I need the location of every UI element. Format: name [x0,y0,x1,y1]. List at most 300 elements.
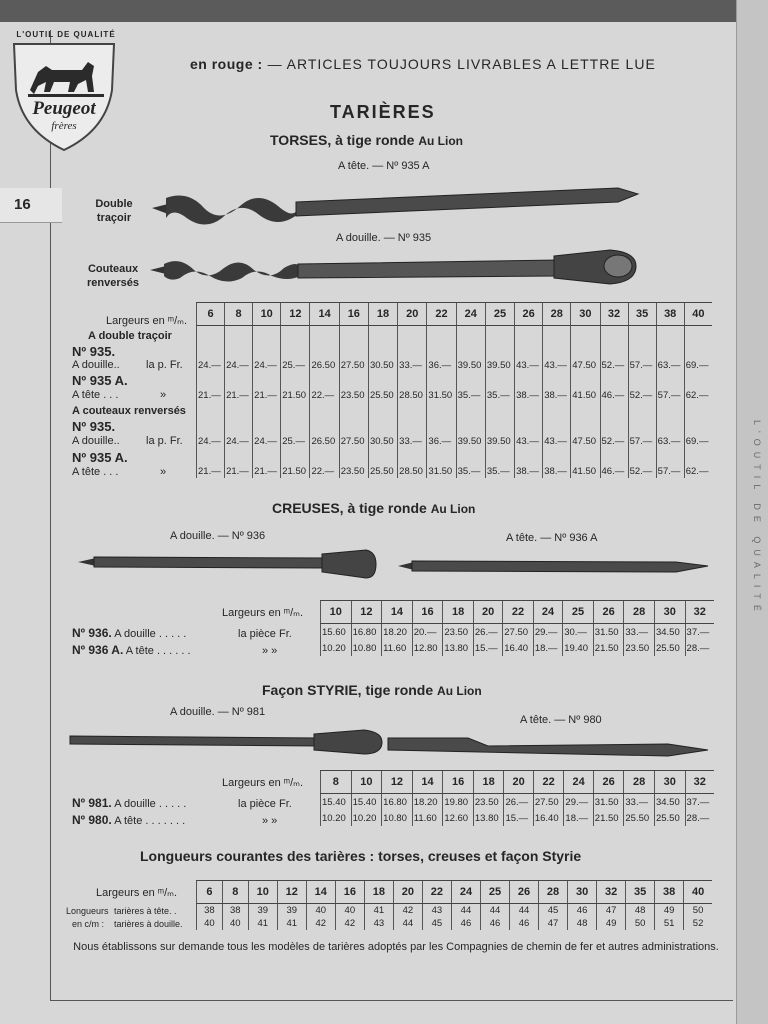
price-cell: 12.80 [412,640,443,656]
styrie-illustrations [68,724,716,760]
length-cell: 49 [655,904,684,918]
price-cell: 69.— [684,358,712,372]
spacer-cell [628,448,656,464]
width-header-cell: 6 [197,303,225,326]
t3-r1-label: Nº 981. A douille . . . . . [72,796,187,810]
t2-r1-label: Nº 936. A douille . . . . . [72,626,187,640]
price-cell: 62.— [684,464,712,478]
length-cell: 39 [248,904,277,918]
spacer-cell [628,326,656,359]
price-cell: 69.— [684,434,712,448]
table-row [321,640,715,656]
length-cell: 49 [597,917,626,930]
width-header-cell: 24 [564,771,593,794]
spacer-cell [398,448,427,464]
spacer-cell [543,326,571,359]
length-cell: 46 [451,917,480,930]
spacer-cell [656,326,684,359]
t1-widths-label: Largeurs en ᵐ/ₘ. [106,315,188,327]
length-cell: 41 [364,904,393,918]
styrie-price-table [320,770,714,826]
width-header-cell: 16 [339,303,368,326]
price-cell: 34.50 [654,624,685,641]
price-cell: 23.50 [339,388,368,402]
spacer-cell [571,448,600,464]
table-header-row [197,303,713,326]
legend-text: — ARTICLES TOUJOURS LIVRABLES A LETTRE LUE [267,56,656,72]
t3-widths-label: Largeurs en ᵐ/ₘ. [222,777,304,789]
t4-r1-label: tarières à tête. . [114,906,177,916]
width-header-cell: 30 [571,303,600,326]
spacer-cell [398,402,427,434]
spacer-cell [600,402,628,434]
width-header-cell: 32 [600,303,628,326]
price-cell: 25.50 [654,640,685,656]
spacer-cell [339,448,368,464]
spacer-row [197,402,713,434]
price-cell: 46.— [600,388,628,402]
t1-g1-r1-unit: la p. Fr. [146,359,183,371]
price-cell: 21.50 [281,464,310,478]
spacer-cell [253,402,281,434]
price-cell: 38.— [515,464,543,478]
width-header-cell: 16 [412,601,443,624]
price-cell: 10.80 [382,810,413,826]
length-cell: 42 [393,904,422,918]
page-number-tab [0,188,62,223]
auger-936a-icon [398,561,708,572]
length-cell: 48 [568,917,597,930]
width-header-cell: 28 [539,881,568,904]
length-cell: 38 [197,904,223,918]
t3-r2-label: Nº 980. A tête . . . . . . . [72,813,186,827]
width-header-cell: 20 [393,881,422,904]
price-cell: 20.— [412,624,443,641]
spacer-cell [485,326,514,359]
width-header-cell: 22 [427,303,456,326]
length-cell: 42 [335,917,364,930]
width-header-cell: 30 [568,881,597,904]
logo-motto: L'OUTIL DE QUALITÉ [16,30,116,39]
spacer-cell [197,326,225,359]
width-header-cell: 12 [281,303,310,326]
price-cell: 27.50 [339,434,368,448]
logo-brand: Peugeot [32,98,96,119]
length-cell: 47 [539,917,568,930]
price-cell: 43.— [543,434,571,448]
section3-title: Façon STYRIE, tige ronde Au Lion [262,682,482,698]
price-cell: 46.— [600,464,628,478]
t3-r1-unit: la pièce Fr. [238,798,292,810]
width-header-cell: 35 [626,881,655,904]
t3-r2-unit: » » [262,815,278,827]
spacer-cell [339,326,368,359]
price-cell: 63.— [656,434,684,448]
price-cell: 11.60 [412,810,443,826]
length-cell: 46 [510,917,539,930]
price-cell: 27.50 [533,794,564,811]
spacer-cell [543,448,571,464]
price-cell: 26.50 [310,358,339,372]
price-cell: 30.— [563,624,594,641]
width-header-cell: 24 [451,881,480,904]
spacer-cell [281,402,310,434]
price-cell: 18.— [564,810,593,826]
length-cell: 47 [597,904,626,918]
t1-group2-title: A couteaux renversés [72,405,186,417]
price-cell: 23.50 [339,464,368,478]
spacer-row [197,372,713,388]
spacer-cell [456,372,485,388]
width-header-cell: 26 [515,303,543,326]
price-cell: 33.— [624,794,655,811]
width-header-cell: 30 [654,771,685,794]
price-cell: 43.— [515,434,543,448]
spacer-cell [368,402,397,434]
spacer-cell [684,326,712,359]
spacer-cell [515,402,543,434]
header-legend [190,56,656,72]
page-number: 16 [14,196,31,213]
spacer-cell [656,372,684,388]
width-header-cell: 8 [225,303,253,326]
t4-row-label-unit: en c/m : [72,919,105,929]
width-header-cell: 32 [685,601,714,624]
t1-group1-title: A double traçoir [88,330,172,342]
table-row [197,917,713,930]
spacer-cell [427,402,456,434]
price-cell: 24.— [197,358,225,372]
width-header-cell: 8 [321,771,352,794]
length-cell: 40 [306,904,335,918]
width-header-cell: 6 [197,881,223,904]
price-cell: 27.50 [503,624,534,641]
width-header-cell: 18 [364,881,393,904]
spacer-cell [339,402,368,434]
auger-935a-icon [152,188,638,225]
price-cell: 15.40 [351,794,382,811]
width-header-cell: 26 [510,881,539,904]
price-cell: 35.— [456,464,485,478]
width-header-cell: 18 [443,601,474,624]
t2-r2-unit: » » [262,645,278,657]
price-cell: 38.— [543,464,571,478]
table-row [197,388,713,402]
price-cell: 36.— [427,358,456,372]
price-cell: 36.— [427,434,456,448]
price-cell: 63.— [656,358,684,372]
spacer-cell [456,402,485,434]
price-cell: 35.— [485,464,514,478]
price-cell: 23.50 [473,794,504,811]
spacer-cell [515,372,543,388]
spacer-cell [684,372,712,388]
price-cell: 38.— [515,388,543,402]
width-header-cell: 24 [456,303,485,326]
price-cell: 24.— [225,434,253,448]
price-cell: 18.— [533,640,562,656]
t2-widths-label: Largeurs en ᵐ/ₘ. [222,607,304,619]
spacer-cell [485,402,514,434]
t1-g1-r2-desc: A tête . . . [72,389,119,401]
width-header-cell: 14 [382,601,413,624]
price-cell: 15.— [504,810,533,826]
spacer-cell [600,372,628,388]
t1-g1-r1-desc: A douille.. [72,359,120,371]
spacer-cell [456,448,485,464]
width-header-cell: 10 [248,881,277,904]
length-cell: 43 [422,904,451,918]
price-cell: 16.40 [533,810,564,826]
price-cell: 33.— [398,434,427,448]
spacer-cell [515,448,543,464]
width-header-cell: 35 [628,303,656,326]
width-header-cell: 25 [485,303,514,326]
spacer-cell [281,326,310,359]
spacer-cell [197,372,225,388]
width-header-cell: 25 [480,881,509,904]
width-header-cell: 32 [685,771,714,794]
price-cell: 43.— [543,358,571,372]
price-cell: 25.50 [368,388,397,402]
spacer-cell [339,372,368,388]
table-row [197,358,713,372]
spacer-cell [427,448,456,464]
spine-text: L'OUTIL DE QUALITÉ [752,420,762,617]
auger-980-icon [388,738,708,756]
price-cell: 16.80 [351,624,382,641]
price-cell: 35.— [456,388,485,402]
table-row [321,810,715,826]
price-cell: 21.— [197,388,225,402]
length-cell: 39 [277,904,306,918]
width-header-cell: 38 [656,303,684,326]
table-row [197,904,713,918]
width-header-cell: 24 [533,601,562,624]
length-cell: 40 [222,917,248,930]
spacer-cell [368,448,397,464]
price-cell: 31.50 [427,388,456,402]
width-header-cell: 20 [473,601,502,624]
length-cell: 50 [626,917,655,930]
table-header-row [197,881,713,904]
legend-prefix: en rouge : [190,56,263,72]
length-cell: 41 [277,917,306,930]
price-cell: 39.50 [456,358,485,372]
logo-sub: frères [51,120,77,132]
price-cell: 21.50 [593,640,624,656]
spacer-cell [368,372,397,388]
price-cell: 25.50 [654,810,685,826]
t1-g2-r2-ref: Nº 935 A. [72,450,128,465]
price-cell: 31.50 [593,794,624,811]
spacer-cell [253,326,281,359]
price-cell: 27.50 [339,358,368,372]
price-cell: 21.50 [281,388,310,402]
price-cell: 43.— [515,358,543,372]
price-cell: 25.50 [368,464,397,478]
width-header-cell: 40 [684,881,712,904]
length-cell: 46 [568,904,597,918]
width-header-cell: 25 [563,601,594,624]
spacer-cell [656,402,684,434]
spacer-cell [515,326,543,359]
spacer-row [197,326,713,359]
t2-r2-label: Nº 936 A. A tête . . . . . . [72,643,191,657]
price-cell: 39.50 [485,358,514,372]
width-header-cell: 38 [655,881,684,904]
spacer-cell [253,372,281,388]
section-title: TARIÈRES [330,102,436,122]
auger-981-icon [70,730,382,754]
price-cell: 25.50 [624,810,655,826]
price-cell: 34.50 [654,794,685,811]
price-cell: 47.50 [571,358,600,372]
t4-row-label-main: Longueurs [66,906,109,916]
width-header-cell: 18 [368,303,397,326]
spacer-cell [225,402,253,434]
price-cell: 28.— [685,810,714,826]
price-cell: 57.— [628,434,656,448]
spacer-cell [310,372,339,388]
price-cell: 62.— [684,388,712,402]
t1-g1-r1-ref: Nº 935. [72,344,116,359]
peugeot-logo [8,30,120,154]
t4-r2-label: tarières à douille. [114,919,183,929]
spacer-cell [368,326,397,359]
section1-subtitle: TORSES, à tige ronde Au Lion [270,132,463,148]
spacer-cell [456,326,485,359]
length-cell: 38 [222,904,248,918]
caption-935a: A tête. — Nº 935 A [338,160,430,172]
spacer-cell [543,372,571,388]
price-cell: 13.80 [443,640,474,656]
width-header-cell: 12 [277,881,306,904]
torses-price-table [196,302,712,478]
width-header-cell: 12 [351,601,382,624]
width-header-cell: 14 [306,881,335,904]
price-cell: 41.50 [571,388,600,402]
length-cell: 42 [306,917,335,930]
table-row [197,464,713,478]
spacer-cell [398,372,427,388]
footer-note: Nous établissons sur demande tous les modèles de tarières adoptés par les Compagnies de chemin de fer et autres administrations. [73,941,719,953]
price-cell: 21.— [253,388,281,402]
price-cell: 12.60 [443,810,474,826]
spacer-cell [571,402,600,434]
price-cell: 24.— [253,434,281,448]
price-cell: 30.50 [368,434,397,448]
caption-935: A douille. — Nº 935 [336,232,432,244]
spacer-cell [656,448,684,464]
table-header-row [321,771,715,794]
caption-981: A douille. — Nº 981 [170,706,266,718]
price-cell: 52.— [600,434,628,448]
section4-title: Longueurs courantes des tarières : torses, creuses et façon Styrie [140,848,582,864]
spacer-cell [485,372,514,388]
width-header-cell: 28 [543,303,571,326]
price-cell: 57.— [656,388,684,402]
price-cell: 19.80 [443,794,474,811]
price-cell: 31.50 [593,624,624,641]
spacer-cell [281,372,310,388]
price-cell: 15.— [473,640,502,656]
table-header-row [321,601,715,624]
length-cell: 41 [248,917,277,930]
price-cell: 26.— [473,624,502,641]
width-header-cell: 28 [624,601,655,624]
price-cell: 31.50 [427,464,456,478]
spacer-cell [485,448,514,464]
price-cell: 21.— [197,464,225,478]
price-cell: 10.20 [321,640,352,656]
spacer-cell [600,448,628,464]
spacer-cell [628,402,656,434]
spacer-cell [310,402,339,434]
t1-g1-r2-unit: » [160,389,167,401]
t4-widths-label: Largeurs en ᵐ/ₘ. [96,887,178,899]
tool2-label: Couteaux renversés [87,263,139,289]
price-cell: 28.— [685,640,714,656]
length-cell: 50 [684,904,712,918]
t1-g2-r1-unit: la p. Fr. [146,435,183,447]
price-cell: 30.50 [368,358,397,372]
width-header-cell: 14 [310,303,339,326]
spacer-cell [628,372,656,388]
spacer-row [197,448,713,464]
price-cell: 15.60 [321,624,352,641]
length-cell: 46 [480,917,509,930]
price-cell: 21.— [253,464,281,478]
spacer-cell [571,372,600,388]
price-cell: 22.— [310,388,339,402]
auger-illustrations [148,180,648,290]
price-cell: 18.20 [382,624,413,641]
price-cell: 16.80 [382,794,413,811]
length-cell: 44 [393,917,422,930]
width-header-cell: 8 [222,881,248,904]
spacer-cell [398,326,427,359]
table-row [197,434,713,448]
length-cell: 44 [480,904,509,918]
price-cell: 52.— [628,464,656,478]
spacer-cell [684,402,712,434]
width-header-cell: 12 [382,771,413,794]
caption-936: A douille. — Nº 936 [170,530,266,542]
spacer-cell [281,448,310,464]
price-cell: 33.— [398,358,427,372]
price-cell: 15.40 [321,794,352,811]
width-header-cell: 22 [503,601,534,624]
spacer-cell [225,372,253,388]
price-cell: 33.— [624,624,655,641]
width-header-cell: 26 [593,771,624,794]
lengths-table [196,880,712,930]
price-cell: 52.— [600,358,628,372]
price-cell: 10.20 [351,810,382,826]
width-header-cell: 16 [443,771,474,794]
price-cell: 25.— [281,434,310,448]
width-header-cell: 14 [412,771,443,794]
width-header-cell: 16 [335,881,364,904]
spacer-cell [427,372,456,388]
table-row [321,624,715,641]
price-cell: 41.50 [571,464,600,478]
length-cell: 43 [364,917,393,930]
width-header-cell: 32 [597,881,626,904]
length-cell: 52 [684,917,712,930]
width-header-cell: 10 [321,601,352,624]
